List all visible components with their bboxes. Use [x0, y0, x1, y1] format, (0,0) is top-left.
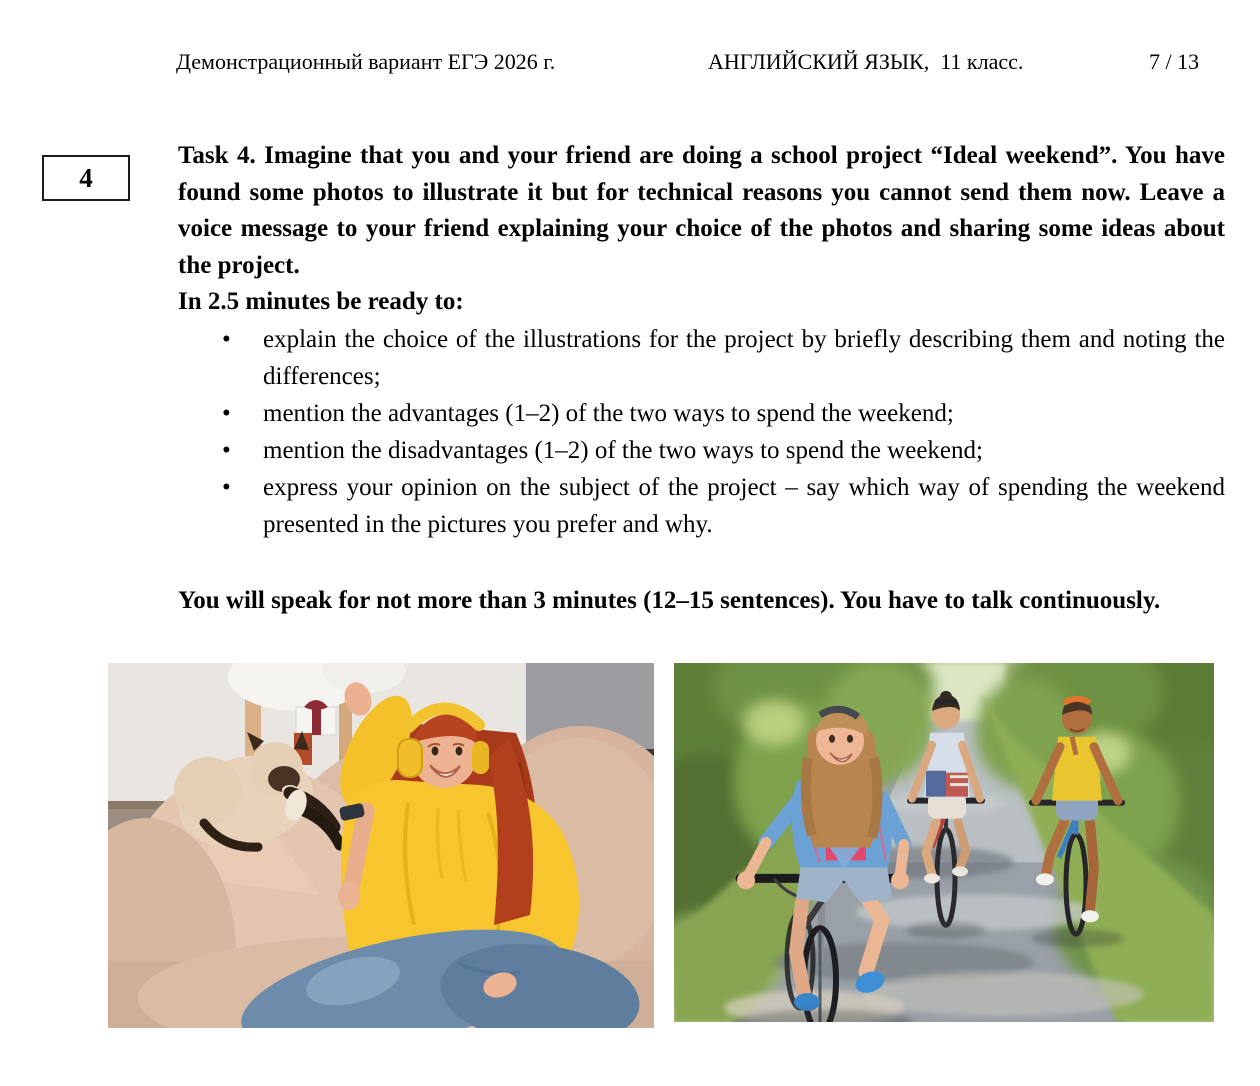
- bullet-item-3: [178, 432, 1225, 469]
- task-ready-line: In 2.5 minutes be ready to:: [178, 288, 464, 315]
- photo-left-illustration: [108, 663, 654, 1028]
- bullet-marker: •: [222, 473, 231, 501]
- photo-girl-headphones: [108, 663, 654, 1028]
- photo-girls-cycling: [674, 663, 1214, 1022]
- bullet-item-4: [178, 469, 1225, 543]
- header-subject-label: АНГЛИЙСКИЙ ЯЗЫК, 11 класс.: [708, 49, 1024, 74]
- task-number-box: [42, 155, 130, 201]
- bullet-text-4: express your opinion on the subject of the project – say which way of spending the weekend presented in the pictures you prefer and why.: [263, 473, 1225, 538]
- header-page-number: 7 / 13: [1149, 49, 1200, 74]
- task-number: 4: [79, 162, 93, 193]
- task-instruction: Task 4. Imagine that you and your friend are doing a school project “Ideal weekend”. You have found some photos to illustrate it but for technical reasons you cannot send them now. Leave a voice message to your friend explaining your choice of the photos and sharing some ideas about the project.: [178, 142, 1225, 279]
- bullet-text-3: mention the disadvantages (1–2) of the two ways to spend the weekend;: [263, 436, 983, 464]
- header-variant-label: Демонстрационный вариант ЕГЭ 2026 г.: [176, 49, 556, 74]
- bullet-marker: •: [222, 436, 231, 464]
- bullet-item-2: [178, 395, 1225, 432]
- task-bullet-list: [178, 321, 1225, 543]
- bullet-marker: •: [222, 399, 231, 427]
- bullet-item-1: [178, 321, 1225, 395]
- bullet-text-1: explain the choice of the illustrations for the project by briefly describing them and noting the differences;: [263, 325, 1225, 390]
- speaking-time-note: You will speak for not more than 3 minutes (12–15 sentences). You have to talk continuously.: [178, 586, 1161, 614]
- bullet-marker: •: [222, 325, 231, 353]
- photo-right-illustration: [674, 663, 1214, 1022]
- bullet-text-2: mention the advantages (1–2) of the two ways to spend the weekend;: [263, 399, 954, 427]
- task-section: [178, 138, 1225, 619]
- headphone-cup: [398, 739, 422, 777]
